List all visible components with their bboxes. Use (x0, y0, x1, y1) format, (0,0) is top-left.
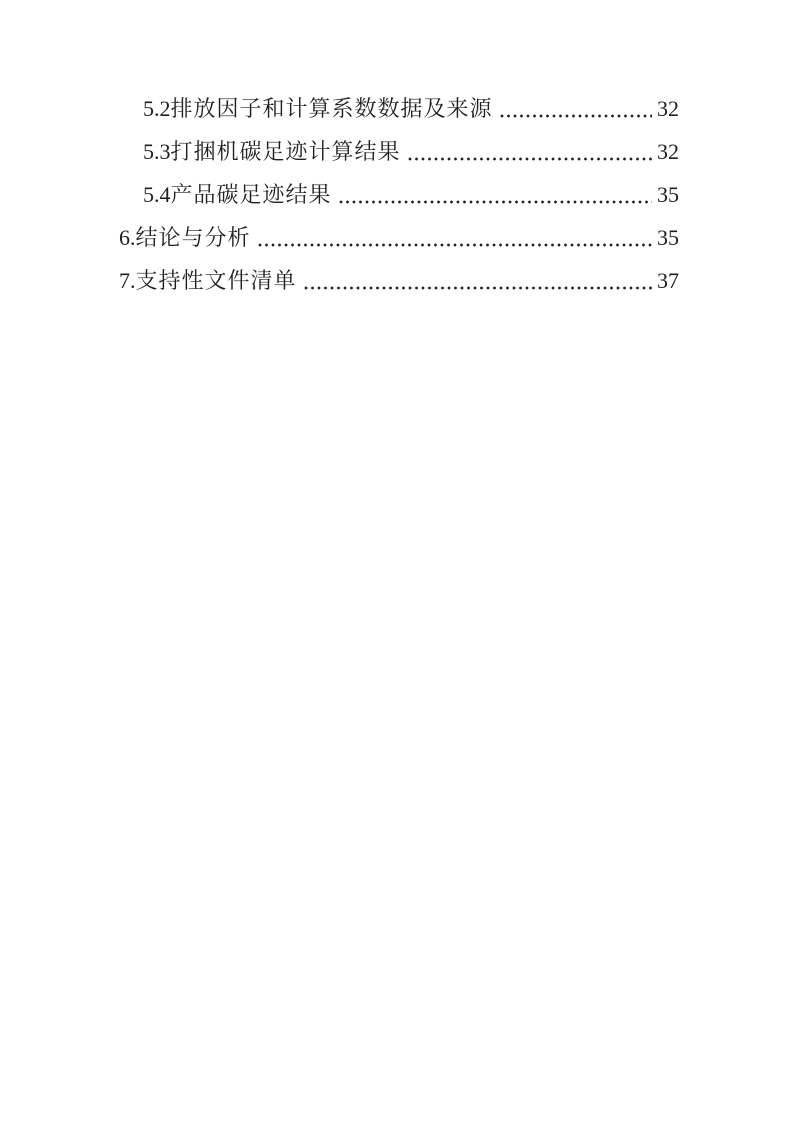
toc-entry-number: 5.4 (143, 182, 171, 207)
toc-entry-number: 7. (119, 268, 136, 293)
toc-entry-page-number: 37 (657, 268, 679, 293)
toc-entry-title: 打捆机碳足迹计算结果 (170, 139, 401, 164)
toc-entry-title: 结论与分析 (135, 225, 251, 250)
toc-entry[interactable] (119, 259, 679, 302)
dot-leader (408, 157, 652, 161)
toc-entry-page-number: 32 (657, 96, 679, 121)
toc-entry-page-number: 35 (657, 225, 679, 250)
table-of-contents (119, 87, 679, 302)
dot-leader (258, 243, 652, 247)
toc-entry-title: 支持性文件清单 (135, 268, 297, 293)
dot-leader (339, 200, 652, 204)
toc-entry[interactable] (119, 216, 679, 259)
toc-entry-title: 排放因子和计算系数数据及来源 (170, 96, 493, 121)
dot-leader (304, 286, 652, 290)
toc-entry-number: 5.3 (143, 139, 171, 164)
dot-leader (500, 114, 652, 118)
toc-entry-page-number: 35 (657, 182, 679, 207)
toc-entry-page-number: 32 (657, 139, 679, 164)
toc-entry[interactable] (119, 130, 679, 173)
toc-entry[interactable] (119, 173, 679, 216)
toc-entry-number: 6. (119, 225, 136, 250)
toc-entry[interactable] (119, 87, 679, 130)
toc-entry-title: 产品碳足迹结果 (170, 182, 332, 207)
toc-entry-number: 5.2 (143, 96, 171, 121)
